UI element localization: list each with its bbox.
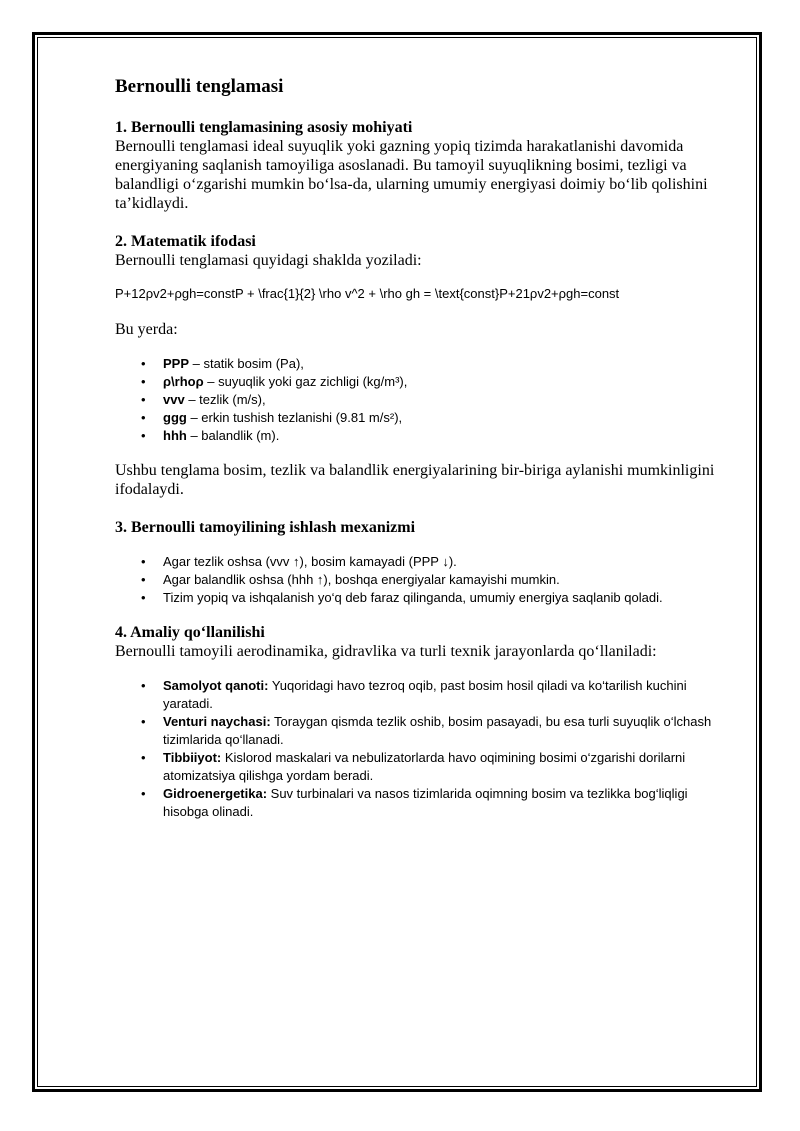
variable-term: vvv [163,392,185,407]
application-term: Venturi naychasi: [163,714,271,729]
bullet-icon: • [141,356,146,371]
list-item [115,553,735,571]
variable-desc: – balandlik (m). [186,428,280,443]
list-item [115,355,735,373]
section-heading: 3. Bernoulli tamoyilining ishlash mexanizmi [115,519,416,536]
applications-intro: Bernoulli tamoyili aerodinamika, gidravlika va turli texnik jarayonlarda qo‘llaniladi: [115,643,657,660]
list-item [115,713,735,749]
bullet-icon: • [141,554,146,569]
application-desc: hisobga olinadi. [163,804,254,819]
section-essence [115,118,735,213]
variable-desc: – erkin tushish tezlanishi (9.81 m/s²), [186,410,403,425]
variable-desc: – suyuqlik yoki gaz zichligi (kg/m³), [203,374,408,389]
list-item [115,677,735,713]
variable-term: ggg [163,410,187,425]
paragraph-line: Ushbu tenglama bosim, tezlik va balandlik energiyalarining bir-biriga aylanishi mumkinligini [115,462,715,479]
paragraph-line: ifodalaydi. [115,481,184,498]
list-item [115,571,735,589]
bullet-icon: • [141,572,146,587]
list-item [115,373,735,391]
paragraph-line: ta’kidlaydi. [115,195,189,212]
mechanism-list [115,553,735,607]
list-item [115,427,735,445]
bullet-icon: • [141,392,146,407]
list-item-text: Agar tezlik oshsa (vvv ↑), bosim kamayadi (PPP ↓). [163,554,457,569]
variable-list [115,355,735,445]
list-item-text: Tizim yopiq va ishqalanish yo‘q deb faraz qilinganda, umumiy energiya saqlanib qoladi. [163,590,663,605]
section-applications [115,623,735,821]
application-term: Gidroenergetika: [163,786,268,801]
list-item [115,749,735,785]
paragraph-line: energiyaning saqlanish tamoyiliga asoslanadi. Bu tamoyil suyuqlikning bosimi, tezligi va [115,157,687,174]
section-mechanism [115,518,735,607]
variable-term: PPP [163,356,190,371]
paragraph-line: Bernoulli tenglamasi ideal suyuqlik yoki gazning yopiq tizimda harakatlanishi davomida [115,138,684,155]
variable-term: ρ\rhoρ [163,374,204,389]
bullet-icon: • [141,678,146,693]
formula-conclusion [115,461,735,499]
bullet-icon: • [141,410,146,425]
application-desc: atomizatsiya qilishga yordam beradi. [163,768,374,783]
bullet-icon: • [141,374,146,389]
bullet-icon: • [141,590,146,605]
application-desc: Toraygan qismda tezlik oshib, bosim pasayadi, bu esa turli suyuqlik o‘lchash [270,714,712,729]
application-desc: tizimlarida qo‘llanadi. [163,732,284,747]
application-desc: Kislorod maskalari va nebulizatorlarda havo oqimining bosimi o‘zgarishi dorilarni [221,750,686,765]
list-item [115,589,735,607]
variable-desc: – statik bosim (Pa), [189,356,304,371]
document-title: Bernoulli tenglamasi [115,76,284,97]
application-term: Samolyot qanoti: [163,678,269,693]
document-body [115,76,735,821]
applications-list [115,677,735,821]
bullet-icon: • [141,786,146,801]
application-term: Tibbiiyot: [163,750,222,765]
section-heading: 1. Bernoulli tenglamasining asosiy mohiyati [115,119,413,136]
list-item [115,391,735,409]
bullet-icon: • [141,750,146,765]
application-desc: Yuqoridagi havo tezroq oqib, past bosim hosil qiladi va ko‘tarilish kuchini [268,678,687,693]
bullet-icon: • [141,428,146,443]
list-item [115,409,735,427]
section-heading: 2. Matematik ifodasi [115,233,256,250]
variable-term: hhh [163,428,187,443]
formula-intro: Bernoulli tenglamasi quyidagi shaklda yoziladi: [115,252,422,269]
paragraph-line: balandligi o‘zgarishi mumkin bo‘lsa-da, ularning umumiy energiyasi doimiy bo‘lib qolishini [115,176,708,193]
bullet-icon: • [141,714,146,729]
section-heading: 4. Amaliy qo‘llanilishi [115,624,265,641]
list-item [115,785,735,821]
application-desc: Suv turbinalari va nasos tizimlarida oqimning bosim va tezlikka bog‘liqligi [267,786,688,801]
variable-desc: – tezlik (m/s), [184,392,266,407]
bernoulli-formula: P+12ρv2+ρgh=constP + \frac{1}{2} \rho v^2 + \rho gh = \text{const}P+21ρv2+ρgh=const [115,286,620,301]
application-desc: yaratadi. [163,696,213,711]
section-formula [115,232,735,499]
section-paragraph [115,137,735,213]
list-item-text: Agar balandlik oshsa (hhh ↑), boshqa energiyalar kamayishi mumkin. [163,572,560,587]
where-label: Bu yerda: [115,321,178,338]
